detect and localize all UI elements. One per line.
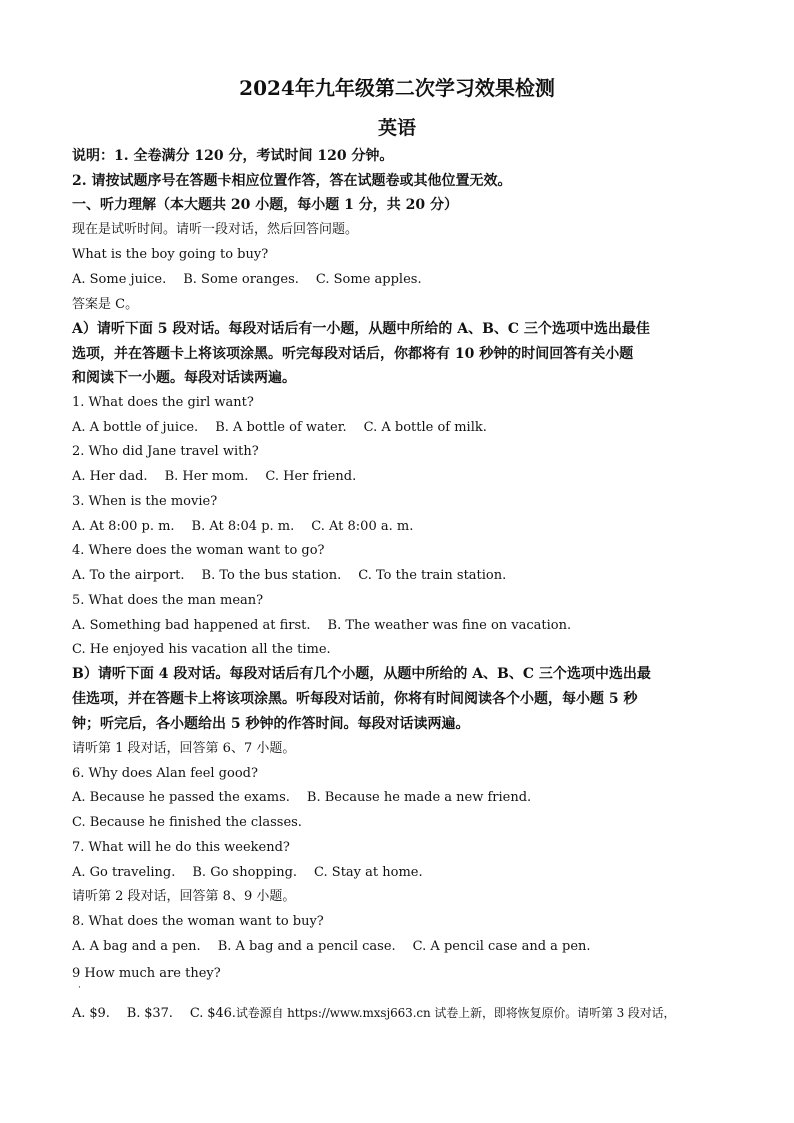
part-b-instruction-3: 钟；听完后，各小题给出 5 秒钟的作答时间。每段对话读两遍。 (72, 716, 470, 732)
option-c: C. To the train station. (358, 568, 507, 583)
question-8: 8. What does the woman want to buy? (72, 914, 324, 929)
option-b: B. Some oranges. (183, 272, 299, 287)
option-a: A. Some juice. (72, 272, 167, 287)
part-b-instruction-2: 佳选项，并在答题卡上将该项涂黑。听每段对话前，你将有时间阅读各个小题，每小题 5 秒 (72, 691, 638, 707)
option-b: B. To the bus station. (201, 568, 342, 583)
question-7: 7. What will he do this weekend? (72, 840, 290, 855)
question-5-options (72, 618, 724, 634)
part-b-instruction-1: B）请听下面 4 段对话。每段对话后有几个小题，从题中所给的 A、B、C 三个选项中选出最 (72, 666, 651, 682)
question-4: 4. Where does the woman want to go? (72, 543, 325, 558)
question-6-option-c: C. Because he finished the classes. (72, 815, 302, 830)
option-a: A. Something bad happened at first. (72, 618, 311, 633)
question-1-options (72, 420, 724, 436)
question-6: 6. Why does Alan feel good? (72, 766, 258, 781)
section-heading: 一、听力理解（本大题共 20 小题，每小题 1 分，共 20 分） (72, 197, 458, 213)
part-a-instruction-3: 和阅读下一小题。每段对话读两遍。 (72, 370, 296, 386)
example-answer: 答案是 C。 (72, 297, 139, 312)
option-c: C. $46. (189, 1006, 236, 1021)
option-b: B. A bag and a pencil case. (217, 939, 396, 954)
example-intro: 现在是试听时间。请听一段对话，然后回答问题。 (72, 222, 359, 237)
part-a-instruction-2: 选项，并在答题卡上将该项涂黑。听完每段对话后，你都将有 10 秒钟的时间回答有关小题 (72, 346, 634, 362)
option-b: B. $37. (126, 1006, 173, 1021)
example-question: What is the boy going to buy? (72, 247, 269, 262)
option-a: A. To the airport. (72, 568, 185, 583)
option-c: C. Stay at home. (314, 865, 423, 880)
question-1: 1. What does the girl want? (72, 395, 254, 410)
option-a: A. At 8:00 p. m. (72, 519, 175, 534)
option-c: C. A bottle of milk. (363, 420, 487, 435)
question-9: 9 How much are they? (72, 966, 221, 981)
option-b: B. Because he made a new friend. (306, 790, 532, 805)
example-options (72, 272, 724, 288)
option-b: B. At 8:04 p. m. (191, 519, 295, 534)
instruction-line-1: 说明：1. 全卷满分 120 分，考试时间 120 分钟。 (72, 148, 394, 164)
exam-title: 2024年九年级第二次学习效果检测 (239, 76, 555, 100)
question-5: 5. What does the man mean? (72, 593, 264, 608)
option-b: B. The weather was fine on vacation. (327, 618, 572, 633)
option-a: A. Go traveling. (72, 865, 176, 880)
option-a: A. $9. (72, 1006, 110, 1021)
source-note: 试卷源自 https://www.mxsj663.cn 试卷上新，即将恢复原价。请听第 3 段对话， (235, 1006, 676, 1020)
question-8-options (72, 939, 724, 955)
part-a-instruction-1: A）请听下面 5 段对话。每段对话后有一小题，从题中所给的 A、B、C 三个选项中选出最佳 (72, 321, 650, 337)
question-2: 2. Who did Jane travel with? (72, 444, 259, 459)
option-c: C. A pencil case and a pen. (412, 939, 591, 954)
option-a: A. Because he passed the exams. (72, 790, 290, 805)
option-c: C. Some apples. (315, 272, 422, 287)
question-2-options (72, 469, 724, 485)
question-9-options (72, 1005, 724, 1022)
option-b: B. A bottle of water. (215, 420, 347, 435)
instruction-line-2: 2. 请按试题序号在答题卡相应位置作答，答在试题卷或其他位置无效。 (72, 173, 512, 189)
question-4-options (72, 568, 724, 584)
question-6-options (72, 790, 724, 806)
stray-mark: · (78, 983, 81, 993)
option-a: A. A bag and a pen. (72, 939, 201, 954)
option-b: B. Go shopping. (192, 865, 298, 880)
question-5-option-c: C. He enjoyed his vacation all the time. (72, 642, 331, 657)
dialogue-1-intro: 请听第 1 段对话，回答第 6、7 小题。 (72, 741, 296, 756)
dialogue-2-intro: 请听第 2 段对话，回答第 8、9 小题。 (72, 889, 296, 904)
option-a: A. Her dad. (72, 469, 148, 484)
question-7-options (72, 865, 724, 881)
question-3: 3. When is the movie? (72, 494, 218, 509)
exam-subject: 英语 (377, 117, 416, 139)
option-b: B. Her mom. (164, 469, 249, 484)
option-a: A. A bottle of juice. (72, 420, 199, 435)
option-c: C. Her friend. (265, 469, 357, 484)
option-c: C. At 8:00 a. m. (311, 519, 414, 534)
question-3-options (72, 519, 724, 535)
